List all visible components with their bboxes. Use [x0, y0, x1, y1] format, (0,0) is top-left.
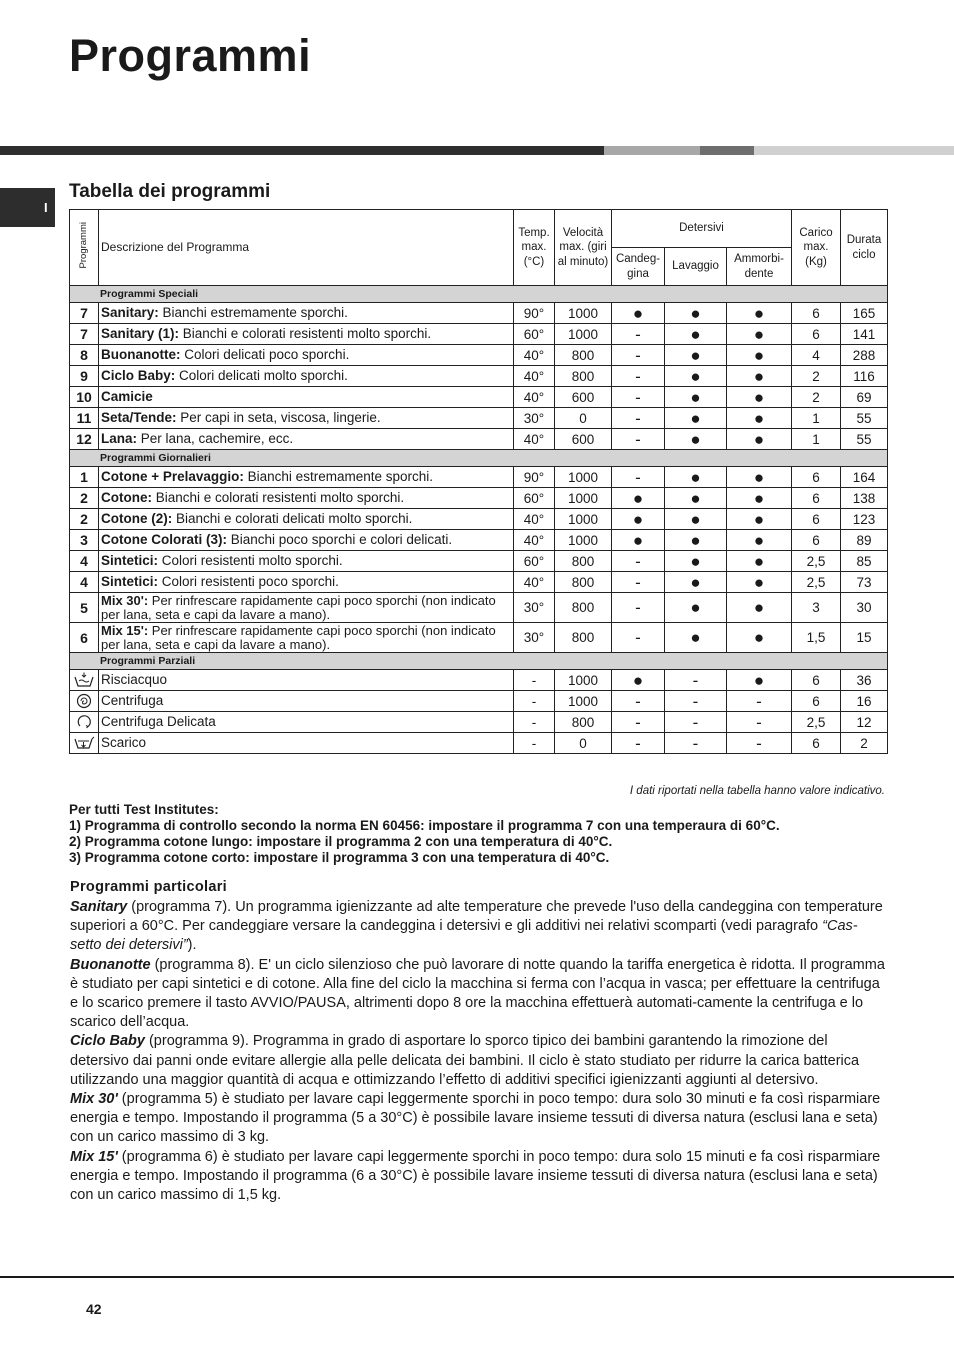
table-row — [70, 551, 888, 572]
temp-cell: 90° — [514, 303, 555, 324]
header-rule-pale — [754, 146, 954, 155]
paragraph-mix-30 — [70, 1090, 885, 1148]
header-carico: Carico max. (Kg) — [792, 210, 841, 286]
particular-programs-title: Programmi particolari — [70, 879, 227, 895]
program-detail: Bianchi e colorati resistenti molto sporchi. — [179, 325, 432, 341]
paragraph-buonanotte — [70, 956, 885, 1033]
temp-cell: 40° — [514, 429, 555, 450]
load-cell: 6 — [792, 733, 841, 754]
bleach-cell: - — [612, 366, 665, 387]
temp-cell: - — [514, 733, 555, 754]
softener-cell: - — [727, 733, 792, 754]
wash-cell: ● — [665, 366, 727, 387]
wash-cell: - — [665, 691, 727, 712]
temp-cell: - — [514, 712, 555, 733]
table-row — [70, 509, 888, 530]
bleach-cell: ● — [612, 509, 665, 530]
speed-cell: 1000 — [555, 670, 612, 691]
duration-cell: 16 — [841, 691, 888, 712]
duration-cell: 141 — [841, 324, 888, 345]
load-cell: 2,5 — [792, 572, 841, 593]
temp-cell: 40° — [514, 387, 555, 408]
program-detail: Colori resistenti poco sporchi. — [158, 573, 339, 589]
paragraph-text: (programma 8). E' un ciclo silenzioso che può lavorare di notte quando la tariffa energetica è ridotta. Il programma è studiato per capi sintetici e di cotone. Alla fine del ciclo la macchina si ferma con l’acqua in vasca; per effettuare la centrifuga e lo scarico premere il tasto AVVIO/PAUSA, altrimenti dopo 8 ore la macchina effettuerà automati-camente la centrifuga e lo scarico dell’acqua. — [70, 956, 885, 1031]
paragraph-ciclo-baby — [70, 1032, 885, 1090]
softener-cell: ● — [727, 429, 792, 450]
speed-cell: 800 — [555, 551, 612, 572]
program-number: 4 — [70, 572, 99, 593]
temp-cell: 90° — [514, 467, 555, 488]
softener-cell: ● — [727, 572, 792, 593]
paragraph-italic: “Cas-setto dei detersivi” — [70, 918, 858, 954]
load-cell: 6 — [792, 324, 841, 345]
test-note-item: 2) Programma cotone lungo: impostare il programma 2 con una temperatura di 40°C. — [69, 834, 613, 849]
speed-cell: 1000 — [555, 324, 612, 345]
program-detail: Colori delicati molto sporchi. — [175, 367, 348, 383]
program-number: 7 — [70, 303, 99, 324]
program-name: Sanitary: — [101, 304, 159, 320]
program-description — [99, 488, 514, 509]
header-rule-light — [604, 146, 700, 155]
test-note-item: 3) Programma cotone corto: impostare il programma 3 con una temperatura di 40°C. — [69, 850, 610, 865]
paragraph-text: (programma 5) è studiato per lavare capi leggermente sporchi in poco tempo: dura solo 30 minuti e fa così risparmiare energia e tempo. Impostando il programma (5 a 30°C) è possibile lavare insieme tessuti di diversa natura (esclusi lana e seta) con un carico massimo di 3 kg. — [70, 1091, 881, 1146]
test-notes-heading: Per tutti Test Institutes: — [69, 802, 219, 817]
wash-cell: - — [665, 733, 727, 754]
load-cell: 3 — [792, 593, 841, 623]
drain-icon — [70, 733, 99, 754]
program-number: 6 — [70, 623, 99, 653]
paragraph-lead: Sanitary — [70, 899, 128, 915]
program-detail: Bianchi poco sporchi e colori delicati. — [227, 531, 453, 547]
section-title: Tabella dei programmi — [69, 181, 271, 202]
temp-cell: - — [514, 691, 555, 712]
bleach-cell: - — [612, 572, 665, 593]
program-detail: Bianchi estremamente sporchi. — [158, 304, 348, 320]
header-rule-mid — [700, 146, 754, 155]
load-cell: 1,5 — [792, 623, 841, 653]
language-tab-label: I — [44, 200, 48, 215]
table-row — [70, 387, 888, 408]
temp-cell: 60° — [514, 551, 555, 572]
bleach-cell: ● — [612, 488, 665, 509]
wash-cell: ● — [665, 345, 727, 366]
bleach-cell: - — [612, 345, 665, 366]
load-cell: 2 — [792, 366, 841, 387]
program-name: Cotone + Prelavaggio: — [101, 468, 244, 484]
program-number: 3 — [70, 530, 99, 551]
speed-cell: 1000 — [555, 530, 612, 551]
program-description — [99, 530, 514, 551]
load-cell: 6 — [792, 488, 841, 509]
page-number: 42 — [86, 1301, 102, 1317]
temp-cell: 40° — [514, 572, 555, 593]
program-name: Sintetici: — [101, 552, 159, 568]
temp-cell: 30° — [514, 408, 555, 429]
speed-cell: 1000 — [555, 488, 612, 509]
speed-cell: 0 — [555, 408, 612, 429]
load-cell: 1 — [792, 408, 841, 429]
program-number: 12 — [70, 429, 99, 450]
program-number: 7 — [70, 324, 99, 345]
temp-cell: 40° — [514, 366, 555, 387]
speed-cell: 800 — [555, 345, 612, 366]
program-description — [99, 303, 514, 324]
softener-cell: ● — [727, 467, 792, 488]
group-label: Programmi Giornalieri — [70, 450, 888, 467]
speed-cell: 1000 — [555, 303, 612, 324]
softener-cell: ● — [727, 324, 792, 345]
bleach-cell: - — [612, 712, 665, 733]
temp-cell: 40° — [514, 345, 555, 366]
duration-cell: 89 — [841, 530, 888, 551]
wash-cell: ● — [665, 509, 727, 530]
header-programmi-label: Programmi — [78, 222, 90, 269]
softener-cell: ● — [727, 623, 792, 653]
paragraph-mix-15 — [70, 1148, 885, 1206]
wash-cell: ● — [665, 488, 727, 509]
temp-cell: 60° — [514, 324, 555, 345]
program-description — [99, 593, 514, 623]
duration-cell: 73 — [841, 572, 888, 593]
program-description — [99, 408, 514, 429]
softener-cell: ● — [727, 670, 792, 691]
softener-cell: ● — [727, 366, 792, 387]
duration-cell: 288 — [841, 345, 888, 366]
group-label: Programmi Speciali — [70, 286, 888, 303]
bleach-cell: - — [612, 429, 665, 450]
table-row — [70, 572, 888, 593]
load-cell: 2,5 — [792, 551, 841, 572]
header-programmi — [70, 210, 99, 286]
header-temp: Temp. max. (°C) — [514, 210, 555, 286]
header-durata: Durata ciclo — [841, 210, 888, 286]
wash-cell: ● — [665, 530, 727, 551]
speed-cell: 800 — [555, 572, 612, 593]
softener-cell: ● — [727, 345, 792, 366]
program-name: Camicie — [101, 388, 153, 404]
paragraph-tail: ). — [187, 937, 197, 954]
wash-cell: ● — [665, 623, 727, 653]
bleach-cell: ● — [612, 530, 665, 551]
bleach-cell: - — [612, 408, 665, 429]
program-name: Sintetici: — [101, 573, 159, 589]
paragraph-text: (programma 9). Programma in grado di asportare lo sporco tipico dei bambini garantendo la rimozione del detersivo dai panni onde evitare allergie alla pelle delicata dei bambini. Il ciclo è stato studiato per ridurre la carica batterica utilizzando una maggior quantità di acqua e ottimizzando l’effetto di additivi specifici igienizzanti aggiunti al detersivo. — [70, 1033, 860, 1088]
duration-cell: 2 — [841, 733, 888, 754]
program-name: Lana: — [101, 430, 138, 446]
program-name: Buonanotte: — [101, 346, 181, 362]
table-row — [70, 345, 888, 366]
program-name: Mix 15': — [101, 622, 149, 638]
group-row — [70, 653, 888, 670]
speed-cell: 1000 — [555, 509, 612, 530]
paragraph-sanitary — [70, 898, 885, 956]
load-cell: 6 — [792, 467, 841, 488]
load-cell: 2,5 — [792, 712, 841, 733]
wash-cell: ● — [665, 467, 727, 488]
paragraph-text: (programma 6) è studiato per lavare capi leggermente sporchi in poco tempo: dura solo 15 minuti e fa così risparmiare energia e tempo. Impostando il programma (6 a 30°C) è possibile lavare insieme tessuti di diversa natura (esclusi lana e seta) con un carico massimo di 1,5 kg. — [70, 1148, 881, 1204]
program-description — [99, 572, 514, 593]
duration-cell: 55 — [841, 429, 888, 450]
bleach-cell: - — [612, 551, 665, 572]
header-rule-dark — [0, 146, 604, 155]
table-row — [70, 530, 888, 551]
temp-cell: 30° — [514, 623, 555, 653]
table-row — [70, 691, 888, 712]
program-detail: Per capi in seta, viscosa, lingerie. — [176, 409, 381, 425]
speed-cell: 600 — [555, 387, 612, 408]
program-description: Centrifuga — [99, 691, 514, 712]
header-descrizione: Descrizione del Programma — [99, 210, 514, 286]
speed-cell: 1000 — [555, 691, 612, 712]
table-row — [70, 670, 888, 691]
gentle-spin-icon — [70, 712, 99, 733]
program-name: Cotone: — [101, 489, 152, 505]
softener-cell: ● — [727, 593, 792, 623]
language-tab — [0, 188, 55, 227]
load-cell: 6 — [792, 670, 841, 691]
program-detail: Bianchi estremamente sporchi. — [243, 468, 433, 484]
program-name: Cotone Colorati (3): — [101, 531, 227, 547]
programs-table — [69, 209, 888, 754]
table-row — [70, 488, 888, 509]
table-row — [70, 593, 888, 623]
wash-cell: ● — [665, 408, 727, 429]
table-row — [70, 366, 888, 387]
load-cell: 6 — [792, 303, 841, 324]
test-notes — [69, 802, 780, 866]
program-description — [99, 324, 514, 345]
table-row — [70, 467, 888, 488]
paragraph-text: (programma 7). Un programma igienizzante ad alte temperature che prevede l'uso della candeggina con temperature superiori a 60°C. Per candeggiare versare la candeggina i detersivi e gli additivi nei relativi scomparti (vedi paragrafo — [70, 899, 883, 935]
temp-cell: 40° — [514, 509, 555, 530]
program-name: Cotone (2): — [101, 510, 173, 526]
softener-cell: ● — [727, 488, 792, 509]
duration-cell: 85 — [841, 551, 888, 572]
softener-cell: ● — [727, 530, 792, 551]
duration-cell: 164 — [841, 467, 888, 488]
paragraph-lead: Buonanotte — [70, 956, 151, 973]
program-name: Ciclo Baby: — [101, 367, 176, 383]
program-description — [99, 467, 514, 488]
bleach-cell: - — [612, 324, 665, 345]
wash-cell: ● — [665, 551, 727, 572]
table-row — [70, 408, 888, 429]
wash-cell: - — [665, 712, 727, 733]
header-lavaggio: Lavaggio — [665, 248, 727, 286]
program-detail: Colori delicati poco sporchi. — [180, 346, 350, 362]
program-detail: Colori resistenti molto sporchi. — [158, 552, 343, 568]
bleach-cell: ● — [612, 670, 665, 691]
program-number: 4 — [70, 551, 99, 572]
speed-cell: 800 — [555, 623, 612, 653]
bleach-cell: - — [612, 593, 665, 623]
softener-cell: - — [727, 712, 792, 733]
speed-cell: 800 — [555, 593, 612, 623]
wash-cell: ● — [665, 572, 727, 593]
wash-cell: ● — [665, 324, 727, 345]
table-row — [70, 712, 888, 733]
program-description: Scarico — [99, 733, 514, 754]
program-detail: Bianchi e colorati resistenti molto sporchi. — [152, 489, 405, 505]
program-description — [99, 366, 514, 387]
bleach-cell: - — [612, 623, 665, 653]
program-description: Centrifuga Delicata — [99, 712, 514, 733]
group-row — [70, 286, 888, 303]
program-number: 2 — [70, 509, 99, 530]
paragraph-lead: Mix 15' — [70, 1148, 118, 1165]
bleach-cell: - — [612, 691, 665, 712]
softener-cell: ● — [727, 509, 792, 530]
rinse-icon — [70, 670, 99, 691]
program-number: 8 — [70, 345, 99, 366]
duration-cell: 138 — [841, 488, 888, 509]
program-name: Mix 30': — [101, 592, 149, 608]
program-name: Seta/Tende: — [101, 409, 177, 425]
speed-cell: 0 — [555, 733, 612, 754]
duration-cell: 116 — [841, 366, 888, 387]
load-cell: 6 — [792, 530, 841, 551]
particular-programs-text — [70, 898, 885, 1205]
bleach-cell: ● — [612, 303, 665, 324]
load-cell: 6 — [792, 691, 841, 712]
speed-cell: 1000 — [555, 467, 612, 488]
softener-cell: - — [727, 691, 792, 712]
table-row — [70, 429, 888, 450]
bleach-cell: - — [612, 467, 665, 488]
table-row — [70, 324, 888, 345]
paragraph-lead: Mix 30' — [70, 1091, 118, 1108]
program-number: 10 — [70, 387, 99, 408]
program-detail: Bianchi e colorati delicati molto sporchi. — [172, 510, 413, 526]
page-title: Programmi — [69, 30, 312, 81]
speed-cell: 800 — [555, 366, 612, 387]
softener-cell: ● — [727, 387, 792, 408]
load-cell: 2 — [792, 387, 841, 408]
speed-cell: 800 — [555, 712, 612, 733]
wash-cell: ● — [665, 429, 727, 450]
wash-cell: ● — [665, 303, 727, 324]
indicative-note: I dati riportati nella tabella hanno valore indicativo. — [629, 785, 885, 797]
program-detail: Per lana, cachemire, ecc. — [137, 430, 294, 446]
duration-cell: 69 — [841, 387, 888, 408]
softener-cell: ● — [727, 408, 792, 429]
duration-cell: 15 — [841, 623, 888, 653]
header-velocita: Velocità max. (giri al minuto) — [555, 210, 612, 286]
softener-cell: ● — [727, 551, 792, 572]
header-detersivi: Detersivi — [612, 210, 792, 248]
bleach-cell: - — [612, 387, 665, 408]
duration-cell: 30 — [841, 593, 888, 623]
program-description: Risciacquo — [99, 670, 514, 691]
load-cell: 1 — [792, 429, 841, 450]
paragraph-lead: Ciclo Baby — [70, 1033, 145, 1050]
duration-cell: 123 — [841, 509, 888, 530]
program-description — [99, 429, 514, 450]
duration-cell: 165 — [841, 303, 888, 324]
header-candeggina: Candeg- gina — [612, 248, 665, 286]
bleach-cell: - — [612, 733, 665, 754]
program-description — [99, 551, 514, 572]
wash-cell: ● — [665, 387, 727, 408]
temp-cell: - — [514, 670, 555, 691]
duration-cell: 36 — [841, 670, 888, 691]
program-description — [99, 387, 514, 408]
wash-cell: - — [665, 670, 727, 691]
program-description — [99, 509, 514, 530]
load-cell: 4 — [792, 345, 841, 366]
duration-cell: 55 — [841, 408, 888, 429]
group-label: Programmi Parziali — [70, 653, 888, 670]
program-name: Sanitary (1): — [101, 325, 180, 341]
temp-cell: 60° — [514, 488, 555, 509]
program-number: 2 — [70, 488, 99, 509]
temp-cell: 40° — [514, 530, 555, 551]
program-number: 9 — [70, 366, 99, 387]
wash-cell: ● — [665, 593, 727, 623]
program-number: 1 — [70, 467, 99, 488]
softener-cell: ● — [727, 303, 792, 324]
test-note-item: 1) Programma di controllo secondo la norma EN 60456: impostare il programma 7 con una temperaura di 60°C. — [69, 818, 780, 833]
table-row — [70, 733, 888, 754]
program-detail: Per rinfrescare rapidamente capi poco sporchi (non indicato per lana, seta e capi da lavare a mano). — [101, 592, 496, 622]
speed-cell: 600 — [555, 429, 612, 450]
program-number: 11 — [70, 408, 99, 429]
spin-icon — [70, 691, 99, 712]
group-row — [70, 450, 888, 467]
program-number: 5 — [70, 593, 99, 623]
program-description — [99, 345, 514, 366]
table-row — [70, 303, 888, 324]
table-row — [70, 623, 888, 653]
load-cell: 6 — [792, 509, 841, 530]
temp-cell: 30° — [514, 593, 555, 623]
program-description — [99, 623, 514, 653]
program-detail: Per rinfrescare rapidamente capi poco sporchi (non indicato per lana, seta e capi da lavare a mano). — [101, 622, 496, 652]
header-ammorbidente: Ammorbi- dente — [727, 248, 792, 286]
duration-cell: 12 — [841, 712, 888, 733]
footer-rule — [0, 1276, 954, 1278]
